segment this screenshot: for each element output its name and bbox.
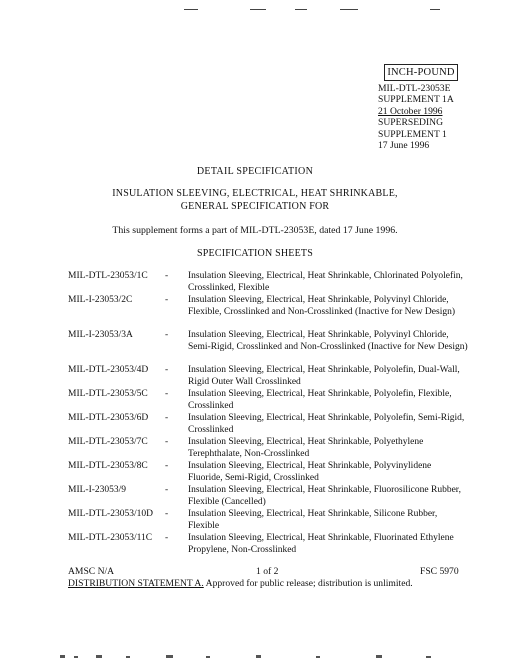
- sheet-row: [68, 485, 468, 508]
- sheet-description: Insulation Sleeving, Electrical, Heat Shrinkable, Fluorinated Ethylene Propylene, Non-Crosslinked: [188, 533, 454, 555]
- sheet-description: Insulation Sleeving, Electrical, Heat Shrinkable, Chlorinated Polyolefin, Crosslinked, Flexible: [188, 271, 463, 293]
- sheet-row: [68, 509, 468, 532]
- inch-pound-box: INCH-POUND: [384, 64, 458, 81]
- superseding-label: SUPERSEDING: [378, 117, 444, 129]
- sheet-description: Insulation Sleeving, Electrical, Heat Shrinkable, Silicone Rubber, Flexible: [188, 509, 438, 531]
- document-identifier-block: [378, 83, 454, 151]
- sheet-row: [68, 533, 468, 556]
- sheet-description: Insulation Sleeving, Electrical, Heat Shrinkable, Polyethylene Terephthalate, Non-Crosslinked: [188, 437, 424, 459]
- sheet-description: Insulation Sleeving, Electrical, Heat Shrinkable, Polyolefin, Semi-Rigid, Crosslinked: [188, 413, 465, 435]
- sheet-description: Insulation Sleeving, Electrical, Heat Shrinkable, Polyolefin, Dual-Wall, Rigid Outer Wall Crosslinked: [188, 365, 460, 387]
- sheet-row: [68, 295, 468, 318]
- sheet-dash: -: [165, 461, 169, 471]
- sheet-description: Insulation Sleeving, Electrical, Heat Shrinkable, Fluorosilicone Rubber, Flexible (Cancelled): [188, 485, 461, 507]
- scan-bottom-artifacts: [56, 652, 456, 660]
- sheet-dash: -: [165, 365, 169, 375]
- supplement-note: This supplement forms a part of MIL-DTL-23053E, dated 17 June 1996.: [112, 225, 398, 236]
- sheet-code: MIL-DTL-23053/11C: [68, 533, 153, 543]
- sheet-code: MIL-DTL-23053/5C: [68, 389, 148, 399]
- fsc-code: FSC 5970: [420, 566, 459, 577]
- sheet-code: MIL-DTL-23053/6D: [68, 413, 149, 423]
- distribution-label: DISTRIBUTION STATEMENT A.: [68, 578, 204, 589]
- sheet-code: MIL-DTL-23053/10D: [68, 509, 153, 519]
- sheets-heading: SPECIFICATION SHEETS: [197, 248, 313, 259]
- scan-edge-marks: [0, 9, 510, 13]
- page-number: 1 of 2: [256, 566, 279, 577]
- superseded-date: 17 June 1996: [378, 140, 430, 152]
- sheet-dash: -: [165, 485, 169, 495]
- sheet-dash: -: [165, 437, 169, 447]
- sheet-row: [68, 413, 468, 436]
- sheet-dash: -: [165, 295, 169, 305]
- sheet-dash: -: [165, 330, 169, 340]
- sheet-description: Insulation Sleeving, Electrical, Heat Shrinkable, Polyvinylidene Fluoride, Semi-Rigid, Crosslinked: [188, 461, 432, 483]
- sheet-row: [68, 437, 468, 460]
- sheet-dash: -: [165, 413, 169, 423]
- spec-type-heading: DETAIL SPECIFICATION: [196, 166, 314, 177]
- sheet-row: [68, 389, 468, 412]
- title-line-2: GENERAL SPECIFICATION FOR: [180, 200, 330, 212]
- document-title: [0, 188, 510, 213]
- supplement-number: SUPPLEMENT 1A: [378, 94, 454, 106]
- sheet-row: [68, 271, 468, 294]
- sheet-code: MIL-DTL-23053/1C: [68, 271, 148, 281]
- sheet-code: MIL-I-23053/3A: [68, 330, 133, 340]
- sheet-dash: -: [165, 271, 169, 281]
- amsc-label: AMSC N/A: [68, 566, 115, 577]
- sheet-description: Insulation Sleeving, Electrical, Heat Shrinkable, Polyolefin, Flexible, Crosslinked: [188, 389, 452, 411]
- doc-id: MIL-DTL-23053E: [378, 83, 451, 94]
- sheet-row: [68, 461, 468, 484]
- sheet-code: MIL-DTL-23053/4D: [68, 365, 149, 375]
- sheet-code: MIL-I-23053/2C: [68, 295, 133, 305]
- sheet-code: MIL-DTL-23053/7C: [68, 437, 148, 447]
- sheet-row: [68, 365, 468, 388]
- supplement-date: 21 October 1996: [378, 105, 443, 117]
- distribution-statement: [68, 578, 413, 589]
- sheet-code: MIL-DTL-23053/8C: [68, 461, 148, 471]
- title-line-1: INSULATION SLEEVING, ELECTRICAL, HEAT SHRINKABLE,: [112, 188, 398, 199]
- sheet-row: [68, 330, 468, 353]
- sheet-dash: -: [165, 533, 169, 543]
- sheet-description: Insulation Sleeving, Electrical, Heat Shrinkable, Polyvinyl Chloride, Flexible, Crosslinked and Non-Crosslinked (Inactive for New Design): [188, 295, 456, 317]
- sheet-description: Insulation Sleeving, Electrical, Heat Shrinkable, Polyvinyl Chloride, Semi-Rigid, Crosslinked and Non-Crosslinked (Inactive for New Design): [188, 330, 468, 352]
- sheet-dash: -: [165, 509, 169, 519]
- superseded-supplement: SUPPLEMENT 1: [378, 128, 447, 140]
- distribution-text: Approved for public release; distribution is unlimited.: [203, 578, 413, 589]
- sheet-dash: -: [165, 389, 169, 399]
- sheet-code: MIL-I-23053/9: [68, 485, 127, 495]
